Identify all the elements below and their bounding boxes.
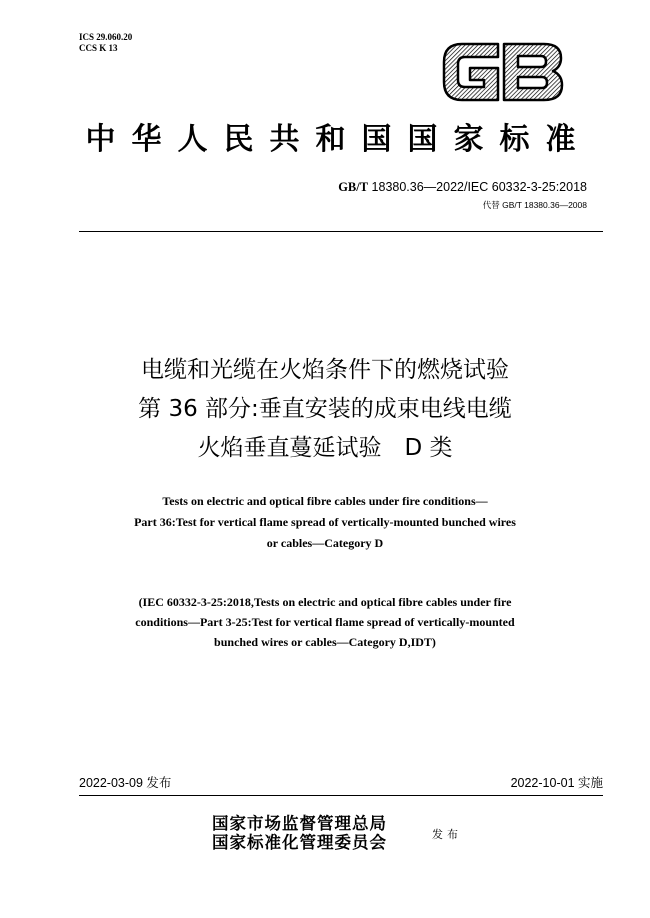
issuer-samr: 国家市场监督管理总局 (212, 814, 387, 833)
iec-reference-line-1: (IEC 60332-3-25:2018,Tests on electric and optical fibre cables under fire (138, 595, 512, 609)
national-standard-title: 中华人民共和国国家标准 (85, 122, 592, 157)
standard-number (338, 180, 587, 195)
implementation-date: 2022-10-01 实施 (510, 776, 603, 790)
gb-logo (440, 40, 566, 104)
standard-number-value: 18380.36—2022/IEC 60332-3-25:2018 (371, 180, 587, 194)
issue-date: 2022-03-09 发布 (79, 776, 172, 790)
replaces-note: 代替 GB/T 18380.36—2008 (482, 200, 587, 210)
header-divider (79, 231, 603, 232)
footer-divider (79, 795, 603, 796)
iec-reference-line-2: conditions—Part 3-25:Test for vertical flame spread of vertically-mounted (135, 615, 515, 629)
publish-label: 发布 (432, 828, 462, 841)
cn-title-line-1: 电缆和光缆在火焰条件下的燃烧试验 (141, 357, 509, 383)
ccs-code: CCS K 13 (79, 43, 118, 53)
standard-prefix: GB/T (338, 180, 369, 194)
cn-title-line-2: 第 36 部分:垂直安装的成束电线电缆 (138, 396, 512, 422)
en-title-line-2: Part 36:Test for vertical flame spread of vertically-mounted bunched wires (134, 515, 516, 529)
en-title-line-1: Tests on electric and optical fibre cables under fire conditions— (162, 494, 488, 508)
cn-title-line-3: 火焰垂直蔓延试验 D 类 (197, 435, 453, 461)
issuer-sac: 国家标准化管理委员会 (212, 833, 387, 852)
ics-code: ICS 29.060.20 (79, 32, 133, 42)
iec-reference-line-3: bunched wires or cables—Category D,IDT) (214, 635, 436, 649)
en-title-line-3: or cables—Category D (266, 536, 384, 550)
